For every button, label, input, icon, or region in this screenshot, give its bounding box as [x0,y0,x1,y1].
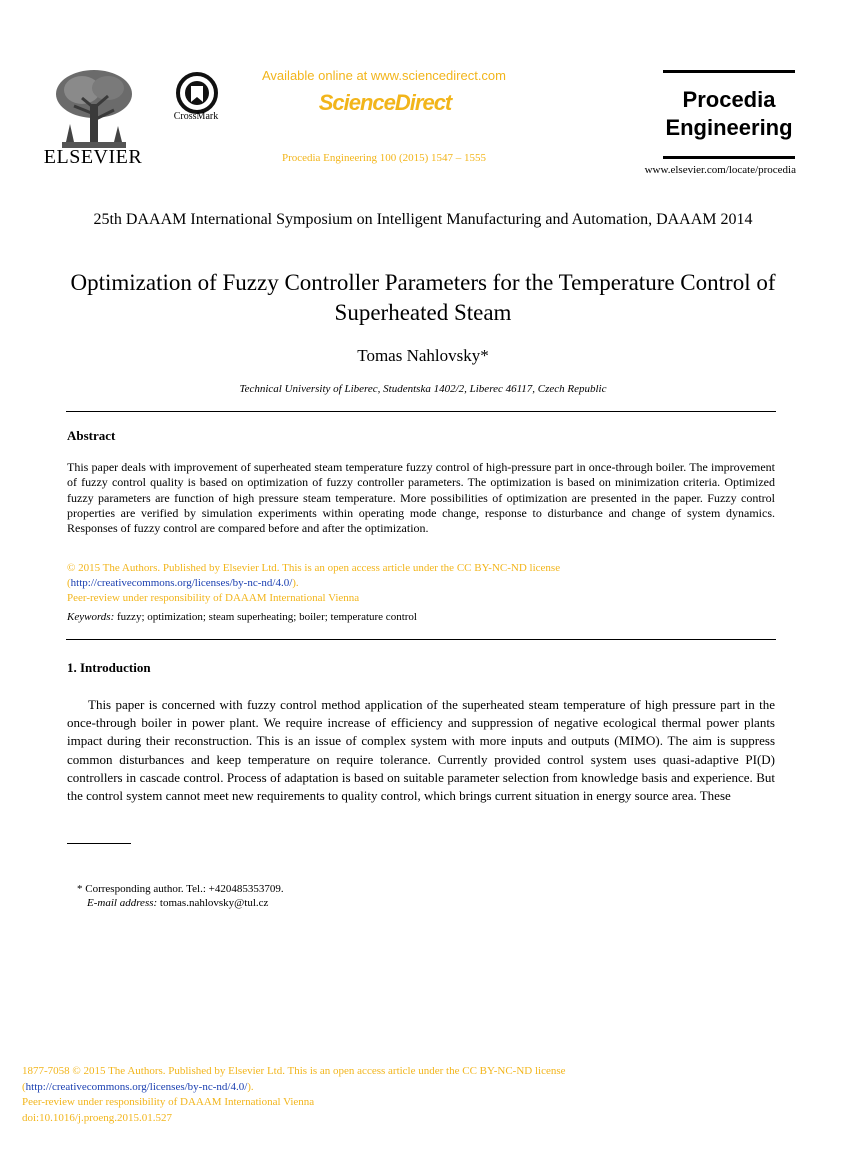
footer-license-link[interactable]: http://creativecommons.org/licenses/by-nc-nd/4.0/ [25,1080,248,1093]
keywords-line [67,611,775,623]
author-affiliation: Technical University of Liberec, Studentska 1402/2, Liberec 46117, Czech Republic [239,383,607,395]
journal-title-line2: Engineering [665,115,793,140]
abstract-heading: Abstract [67,428,116,443]
journal-url[interactable]: www.elsevier.com/locate/procedia [644,164,796,176]
crossmark-icon[interactable] [175,72,219,114]
footnote [77,882,677,910]
license-line [67,576,775,591]
introduction-text: This paper is concerned with fuzzy control method application of the superheated steam temperature of high pressure part in the once-through boiler in power plant. We require increase of efficiency and suppression of negative ecological thermal power plants impact during their reconstruction. This is an issue of complex system with more inputs and outputs (MIMO). The aim is suppress common disturbances and keep temperature on require tolerance. Currently provided control system uses quasi-adaptive PI(D) controllers in cascade control. Process of adaptation is based on suitable parameter selection from knowledge basis and experience. But the control system cannot meet new requirements to quality control, which brings current situation in energy source area. These [67,697,775,804]
license-link[interactable]: http://creativecommons.org/licenses/by-nc-nd/4.0/ [70,577,293,589]
keywords-label: Keywords: [67,611,115,623]
copyright-block [67,561,775,606]
footnote-rule [67,843,131,844]
crossmark-label: CrossMark [173,111,219,122]
email-line [77,896,677,910]
divider-top [66,411,776,412]
footer-issn-line: 1877-7058 © 2015 The Authors. Published by Elsevier Ltd. This is an open access article under the CC BY-NC-ND license [22,1065,566,1077]
journal-reference: Procedia Engineering 100 (2015) 1547 – 1555 [281,152,487,164]
license-close-paren: ). [292,577,299,589]
introduction-heading: 1. Introduction [67,660,151,675]
footer-doi[interactable]: doi:10.1016/j.proeng.2015.01.527 [22,1111,173,1124]
divider-bottom [66,639,776,640]
author-name: Tomas Nahlovsky* [357,346,489,365]
footer-license-line [22,1080,742,1096]
elsevier-tree-logo-icon [52,68,136,152]
sciencedirect-logo[interactable]: ScienceDirect [318,90,452,115]
email-address[interactable]: tomas.nahlovsky@tul.cz [159,897,269,909]
license-open-paren: ( [67,577,71,589]
conference-name: 25th DAAAM International Symposium on Intelligent Manufacturing and Automation, DAAAM 2014 [93,211,753,228]
journal-title-rule-bottom [663,156,795,159]
peer-review-line: Peer-review under responsibility of DAAAM International Vienna [67,592,360,604]
journal-title [663,86,795,142]
email-label: E-mail address: [87,897,158,909]
paper-title: Optimization of Fuzzy Controller Parameters for the Temperature Control of Superheated Steam [70,270,776,325]
page-footer [22,1064,742,1126]
elsevier-wordmark: ELSEVIER [43,146,143,168]
journal-title-rule-top [663,70,795,73]
footer-license-close-paren: ). [247,1080,254,1093]
copyright-line: © 2015 The Authors. Published by Elsevier Ltd. This is an open access article under the CC BY-NC-ND license [67,562,561,574]
journal-title-line1: Procedia [682,87,776,112]
keywords-list: fuzzy; optimization; steam superheating; boiler; temperature control [117,611,417,623]
footer-peer-review: Peer-review under responsibility of DAAAM International Vienna [22,1096,315,1108]
corresponding-author: * Corresponding author. Tel.: +420485353709. [77,883,284,895]
available-online-text[interactable]: Available online at www.sciencedirect.com [262,68,506,83]
footer-license-open-paren: ( [22,1080,26,1093]
abstract-text: This paper deals with improvement of superheated steam temperature fuzzy control of high-pressure part in once-through boiler. The improvement of fuzzy control quality is based on optimization of fuzzy controller parameters. The optimization is based on minimization criteria. Optimized fuzzy parameters are function of high pressure steam temperature. More possibilities of optimization are presented in the paper. Fuzzy control properties are verified by simulation experiments within operating mode change, response to disturbance and change of system dynamics. Responses of fuzzy control are compared before and after the optimization. [67,460,775,536]
